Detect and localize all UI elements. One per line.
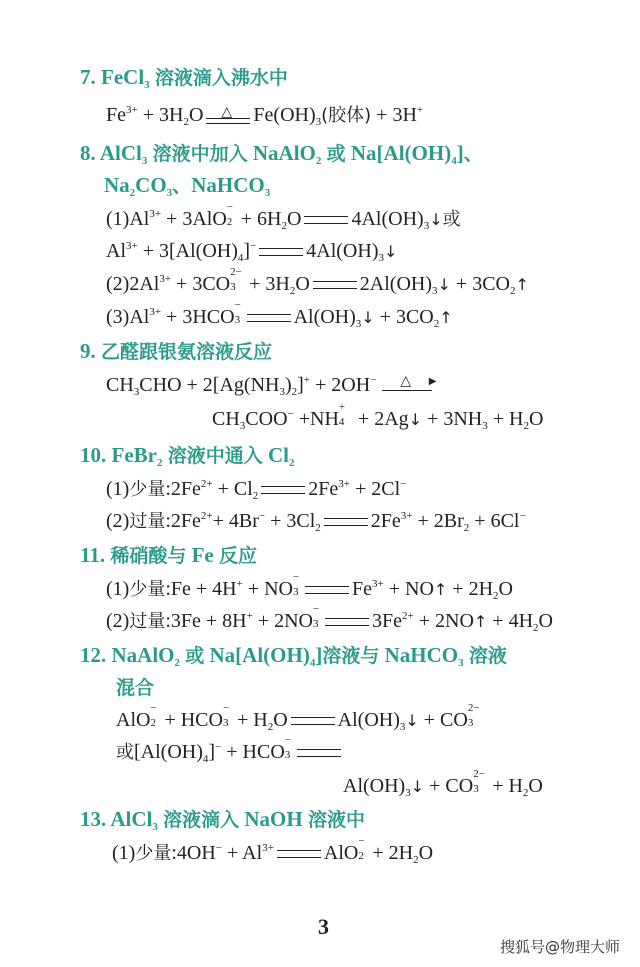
section-9-equation-1: $CH_3CHO + 2[Ag(NH_3)_2]^+ + 2OH^-$ △ ▶ — [106, 374, 437, 398]
section-8-heading: 8. AlCl$_3$ 溶液中加入 NaAlO$_2$ 或 $Na[Al(OH)_4]$、 — [80, 141, 483, 167]
section-11-equation-1: (1)少量:Fe + 4H+ + NO − 3 $Fe^{3+}$ + NO↑ + $2H_2O$ — [106, 571, 513, 602]
section-7-heading: 7. FeCl$_3$ 溶液滴入沸水中 — [80, 65, 288, 91]
watermark: 搜狐号@物理大师 — [500, 938, 621, 956]
section-9-equation-2: $CH_3COO^- +NH$ + 4 + 2Ag↓ + $3NH_3 + H_2O$ — [212, 401, 544, 432]
section-7-equation: $Fe^{3+} + 3H_2O$ △ $Fe(OH)_3$(胶体) + 3H+ — [106, 104, 424, 128]
heat-equals-sign-icon: △ — [206, 106, 250, 126]
section-8-equation-3: $(3)Al^{3+} + 3HCO$ − 3 $Al(OH)_3↓$ + $3CO_2↑$ — [106, 299, 453, 330]
section-8-equation-2: $(2)2Al^{3+} + 3CO$ 2− 3 + $3H_2O$ $2Al(OH)_3↓$ + $3CO_2↑$ — [106, 266, 529, 297]
section-12-equation-2: 或$[Al(OH)_4]^-$ + HCO − 3 — [116, 739, 344, 766]
section-11-equation-2: (2)过量:3Fe + 8H+ + 2NO − 3 $3Fe^{2+}$ + 2NO↑ + $4H_2O$ — [106, 603, 553, 634]
section-13-heading: 13. AlCl$_3$ 溶液滴入 NaOH 溶液中 — [80, 807, 365, 833]
heat-arrow-icon: △ ▶ — [382, 376, 436, 396]
section-12-heading-cont: 混合 — [116, 677, 155, 699]
section-10-equation-1: (1)少量$:2Fe^{2+} + Cl_2$ $2Fe^{3+} + 2Cl^-$ — [106, 478, 407, 502]
section-11-heading: 11. 稀硝酸与 Fe 反应 — [80, 543, 258, 567]
section-13-equation-1: (1)少量:4OH− + $Al^{3+}$ AlO − 2 + $2H_2O$ — [112, 835, 434, 866]
section-10-equation-2: (2)过量$:2Fe^{2+}+ 4Br^- + 3Cl_2$ $2Fe^{3+} + 2Br_2 + 6Cl^-$ — [106, 510, 526, 534]
section-12-equation-1: AlO − 2 + HCO − 3 + $H_2O$ $Al(OH)_3↓$ + CO 2− 3 — [116, 702, 480, 733]
section-8-equation-1b: $Al^{3+} + 3[Al(OH)_4]^-$ $4Al(OH)_3↓$ — [106, 240, 398, 264]
section-12-heading: 12. NaAlO$_2$ 或 $Na[Al(OH)_4]$溶液与 NaHCO$_3$ 溶液 — [80, 643, 507, 669]
section-12-equation-3: $Al(OH)_3↓$ + CO 2− 3 + $H_2O$ — [343, 768, 543, 799]
page-number: 3 — [318, 914, 329, 939]
section-8-equation-1: $(1)Al^{3+} + 3AlO$ − 2 + $6H_2O$ $4Al(OH)_3↓$或 — [106, 201, 461, 232]
section-9-heading: 9. 乙醛跟银氨溶液反应 — [80, 339, 273, 363]
section-10-heading: 10. FeBr$_2$ 溶液中通入 $Cl_2$ — [80, 443, 295, 469]
section-8-heading-cont: $Na_2CO_3$、NaHCO$_3$ — [104, 173, 271, 199]
